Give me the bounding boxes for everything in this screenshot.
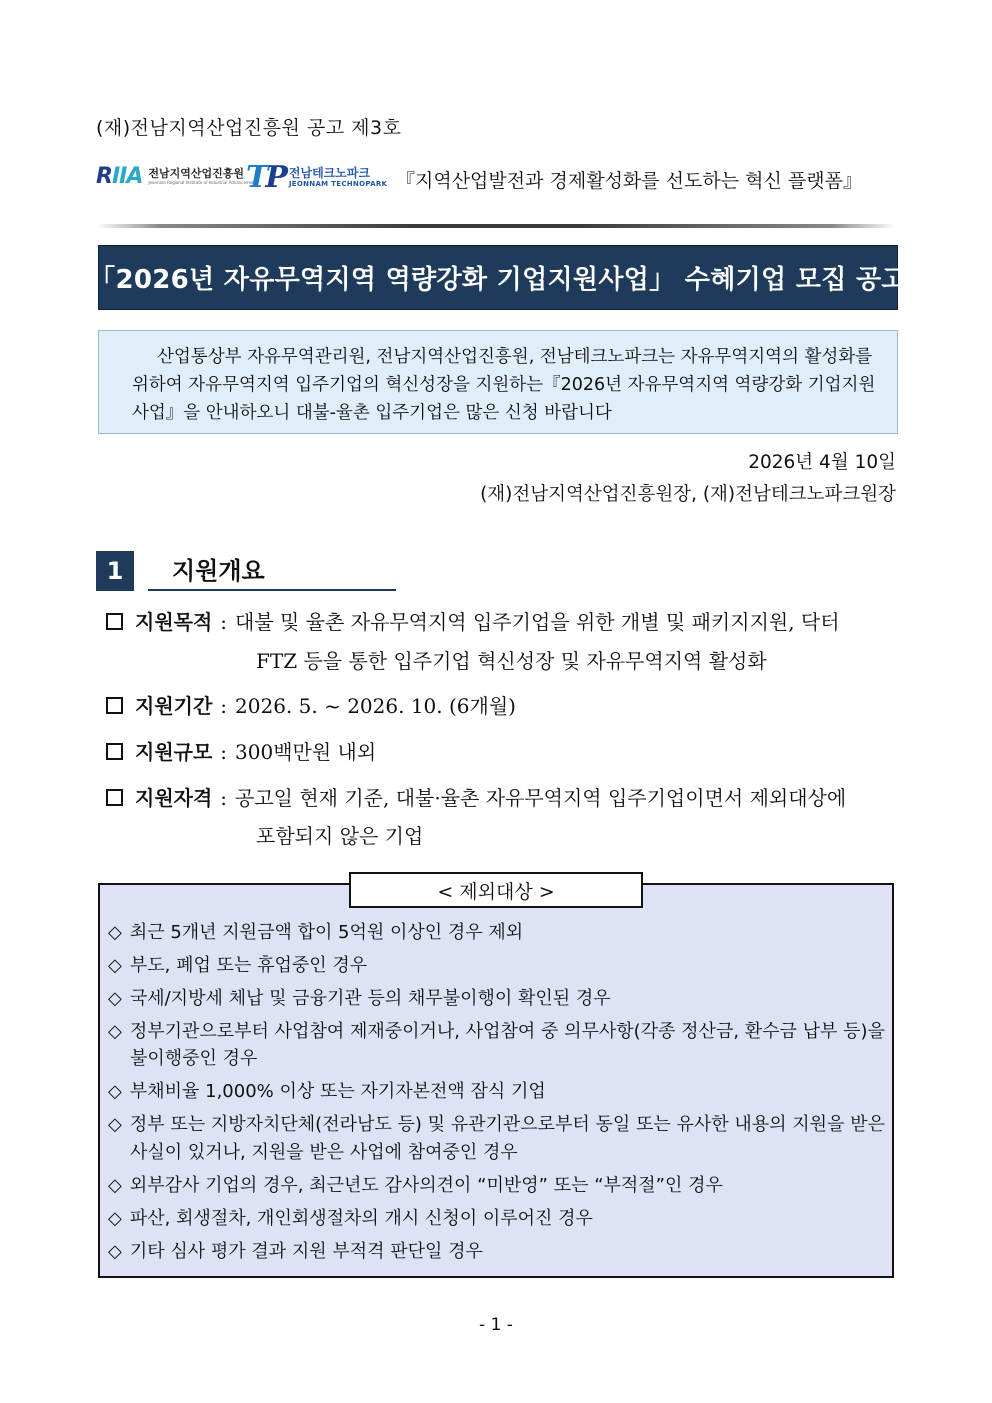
overview-item-purpose-cont: FTZ 등을 통한 입주기업 혁신성장 및 자유무역지역 활성화	[256, 649, 767, 673]
exclusion-item: ◇ 파산, 회생절차, 개인회생절차의 개시 신청이 이루어진 경우	[108, 1208, 593, 1229]
overview-item-scale: 지원규모 : 300백만원 내외	[106, 736, 376, 765]
technopark-logo-name: 전남테크노파크	[288, 166, 371, 180]
technopark-logo-english: JEONNAM TECHNOPARK	[288, 180, 388, 188]
diamond-bullet-icon: ◇	[108, 1208, 122, 1229]
diamond-bullet-icon: ◇	[108, 955, 122, 976]
checkbox-square-icon	[106, 789, 123, 806]
institute-logo-mark: RIIA	[96, 164, 143, 189]
exclusion-item: ◇ 부도, 폐업 또는 휴업중인 경우	[108, 955, 368, 976]
notice-number: (재)전남지역산업진흥원 공고 제3호	[96, 117, 402, 139]
overview-item-period: 지원기간 : 2026. 5. ~ 2026. 10. (6개월)	[106, 690, 516, 719]
intro-line: 산업통상부 자유무역관리원, 전남지역산업진흥원, 전남테크노파크는 자유무역지역의 활성화를	[157, 347, 873, 367]
overview-item-purpose: 지원목적 : 대불 및 율촌 자유무역지역 입주기업을 위한 개별 및 패키지지원, 닥터	[106, 606, 840, 635]
exclusion-item: ◇ 정부 또는 지방자치단체(전라남도 등) 및 유관기관으로부터 동일 또는 유사한 내용의 지원을 받은	[108, 1114, 885, 1135]
intro-line: 위하여 자유무역지역 입주기업의 혁신성장을 지원하는『2026년 자유무역지역 역량강화 기업지원	[132, 375, 876, 395]
header-divider	[96, 224, 896, 228]
diamond-bullet-icon: ◇	[108, 1241, 122, 1262]
signer: (재)전남지역산업진흥원장, (재)전남테크노파크원장	[480, 484, 896, 505]
diamond-bullet-icon: ◇	[108, 988, 122, 1009]
exclusion-item: ◇ 국세/지방세 체납 및 금융기관 등의 채무불이행이 확인된 경우	[108, 988, 611, 1009]
overview-item-eligibility: 지원자격 : 공고일 현재 기준, 대불·율촌 자유무역지역 입주기업이면서 제외대상에	[106, 782, 846, 811]
slogan: 『지역산업발전과 경제활성화를 선도하는 혁신 플랫폼』	[396, 170, 862, 192]
institute-logo-english: Jeonnam Regional Institute of Industrial Advancement	[148, 180, 257, 185]
diamond-bullet-icon: ◇	[108, 1081, 122, 1102]
exclusion-item: ◇ 기타 심사 평가 결과 지원 부적격 판단일 경우	[108, 1241, 483, 1262]
diamond-bullet-icon: ◇	[108, 922, 122, 943]
intro-box	[98, 330, 898, 434]
technopark-logo-mark: TP	[246, 160, 285, 195]
overview-item-eligibility-cont: 포함되지 않은 기업	[256, 824, 424, 848]
checkbox-square-icon	[106, 743, 123, 760]
checkbox-square-icon	[106, 613, 123, 630]
page-number: - 1 -	[479, 1315, 513, 1335]
logo-row	[96, 160, 896, 200]
exclusion-item-cont: 사실이 있거나, 지원을 받은 사업에 참여중인 경우	[130, 1142, 518, 1163]
jeonnam-technopark-logo	[246, 160, 387, 195]
diamond-bullet-icon: ◇	[108, 1175, 122, 1196]
exclusion-item: ◇ 외부감사 기업의 경우, 최근년도 감사의견이 “미반영” 또는 “부적절”인 경우	[108, 1175, 723, 1196]
diamond-bullet-icon: ◇	[108, 1021, 122, 1042]
section-number: 1	[96, 551, 134, 591]
notice-date: 2026년 4월 10일	[748, 452, 896, 473]
intro-line: 사업』을 안내하오니 대불-율촌 입주기업은 많은 신청 바랍니다	[132, 403, 612, 423]
page-title: 「2026년 자유무역지역 역량강화 기업지원사업」 수혜기업 모집 공고	[98, 245, 898, 310]
exclusion-item: ◇ 최근 5개년 지원금액 합이 5억원 이상인 경우 제외	[108, 922, 524, 943]
jeonnam-institute-logo	[96, 164, 256, 189]
institute-logo-name: 전남지역산업진흥원	[148, 167, 244, 180]
diamond-bullet-icon: ◇	[108, 1114, 122, 1135]
exclusion-item-cont: 불이행중인 경우	[130, 1048, 258, 1069]
section-title: 지원개요	[148, 551, 396, 591]
exclusion-item: ◇ 부채비율 1,000% 이상 또는 자기자본전액 잠식 기업	[108, 1081, 546, 1102]
exclusion-title: < 제외대상 >	[349, 872, 643, 908]
checkbox-square-icon	[106, 697, 123, 714]
exclusion-item: ◇ 정부기관으로부터 사업참여 제재중이거나, 사업참여 중 의무사항(각종 정산금, 환수금 납부 등)을	[108, 1021, 885, 1042]
